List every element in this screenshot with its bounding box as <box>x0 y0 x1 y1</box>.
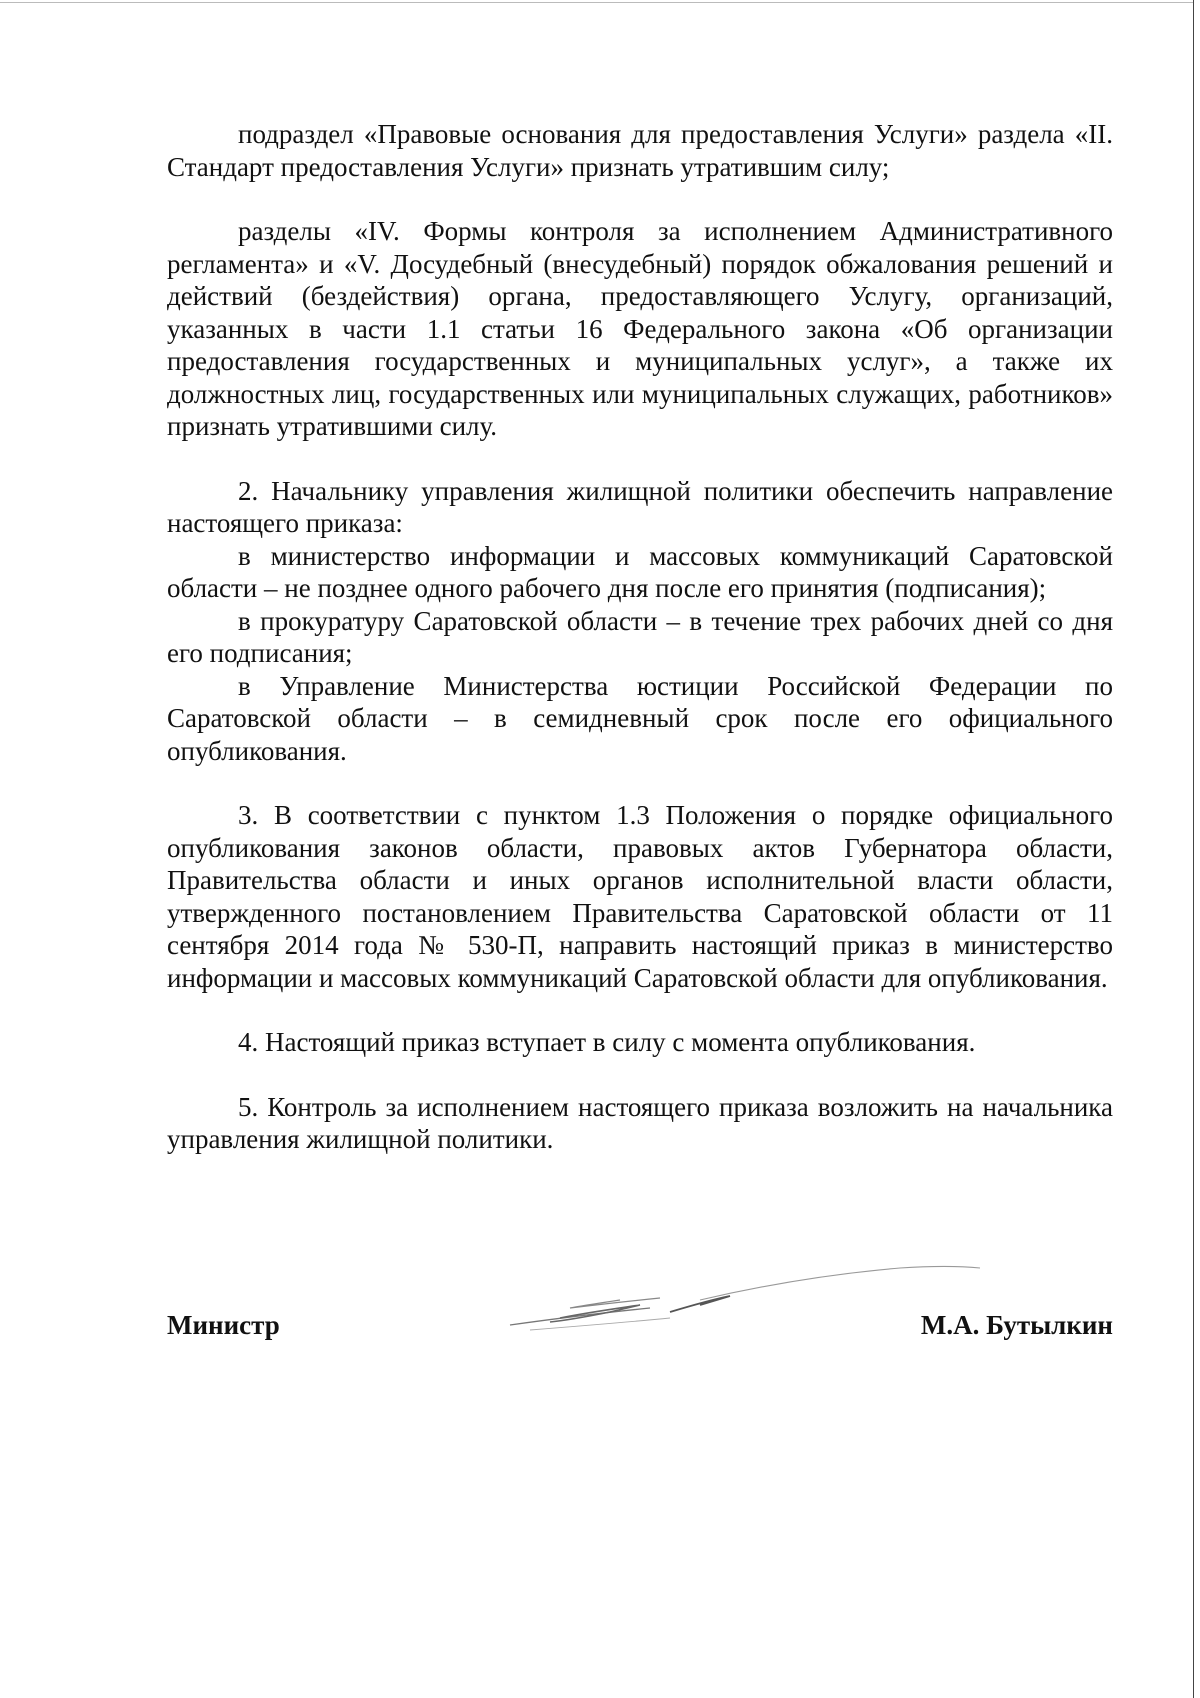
paragraph-1: подраздел «Правовые основания для предоставления Услуги» раздела «II. Стандарт предоставления Услуги» признать утратившим силу; <box>167 119 1113 182</box>
signer-position: Министр <box>167 1310 280 1340</box>
scan-edge-right <box>1193 0 1194 1698</box>
document-body <box>167 118 1113 1156</box>
signature-block <box>167 1302 1113 1342</box>
paragraph-3: 2. Начальнику управления жилищной политики обеспечить направление настоящего приказа: <box>167 475 1113 538</box>
paragraph-6: в Управление Министерства юстиции Российской Федерации по Саратовской области – в семидневный срок после его официального опубликования. <box>167 670 1113 766</box>
scan-edge-top <box>0 2 1194 3</box>
paragraph-7: 3. В соответствии с пунктом 1.3 Положения о порядке официального опубликования законов области, правовых актов Губернатора области, Правительства области и иных органов исполнительной власти области, утвержденного постановлением Правительства Саратовской области от 11 сентября 2014 года № 530-П, направить настоящий приказ в министерство информации и массовых коммуникаций Саратовской области для опубликования. <box>167 800 1113 993</box>
paragraph-8: 4. Настоящий приказ вступает в силу с момента опубликования. <box>238 1027 976 1057</box>
paragraph-2: разделы «IV. Формы контроля за исполнением Административного регламента» и «V. Досудебный (внесудебный) порядок обжалования решений и действий (бездействия) органа, предоставляющего Услугу, организаций, указанных в части 1.1 статьи 16 Федерального закона «Об организации предоставления государственных и муниципальных услуг», а также их должностных лиц, государственных или муниципальных служащих, работников» признать утратившими силу. <box>167 216 1113 441</box>
paragraph-9: 5. Контроль за исполнением настоящего приказа возложить на начальника управления жилищной политики. <box>167 1091 1113 1154</box>
paragraph-4: в министерство информации и массовых коммуникаций Саратовской области – не позднее одного рабочего дня после его принятия (подписания); <box>167 540 1113 603</box>
signer-name: М.А. Бутылкин <box>920 1310 1113 1340</box>
paragraph-5: в прокуратуру Саратовской области – в течение трех рабочих дней со дня его подписания; <box>167 605 1113 668</box>
